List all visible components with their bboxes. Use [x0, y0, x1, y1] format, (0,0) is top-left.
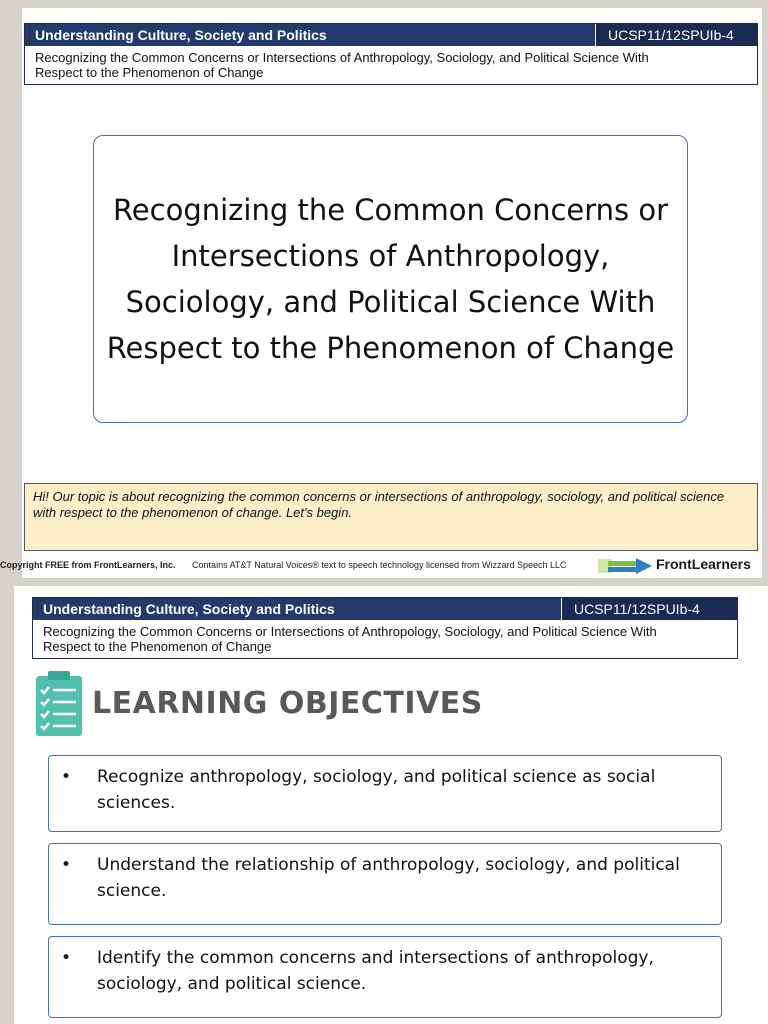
logo-text: FrontLearners — [656, 556, 751, 572]
slide-2 — [14, 586, 768, 1024]
subtitle-line-2: Respect to the Phenomenon of Change — [43, 639, 272, 654]
bullet: • — [61, 948, 72, 968]
course-title: Understanding Culture, Society and Politics — [35, 27, 327, 43]
course-code: UCSP11/12SPUIb-4 — [561, 598, 737, 620]
slide-header — [24, 23, 758, 85]
copyright-notice — [0, 560, 567, 570]
course-title: Understanding Culture, Society and Politics — [43, 601, 335, 617]
header-subtitle — [25, 46, 757, 84]
bullet: • — [61, 767, 72, 787]
topic-title: Recognizing the Common Concerns or Intersections of Anthropology, Sociology, and Political Science With Respect to the Phenomenon of Change — [106, 193, 675, 365]
subtitle-line-1: Recognizing the Common Concerns or Intersections of Anthropology, Sociology, and Political Science With — [35, 50, 649, 65]
objective-item — [48, 936, 722, 1018]
intro-text: Hi! Our topic is about recognizing the common concerns or intersections of anthropology, sociology, and political science with respect to the phenomenon of change. Let's begin. — [24, 483, 758, 551]
topic-title-box — [93, 135, 688, 423]
frontlearners-logo — [594, 554, 760, 576]
objective-item — [48, 843, 722, 925]
objective-text: Recognize anthropology, sociology, and political science as social sciences. — [97, 767, 656, 813]
header-subtitle — [33, 620, 737, 658]
header-bar — [25, 24, 757, 46]
bullet: • — [61, 855, 72, 875]
course-code: UCSP11/12SPUIb-4 — [595, 24, 757, 46]
subtitle-line-1: Recognizing the Common Concerns or Intersections of Anthropology, Sociology, and Political Science With — [43, 624, 657, 639]
copyright-rest: Contains AT&T Natural Voices® text to speech technology licensed from Wizzard Speech LLC — [192, 560, 567, 570]
slide-1 — [0, 8, 762, 578]
clipboard-checklist-icon — [34, 670, 84, 738]
objective-text: Identify the common concerns and intersections of anthropology, sociology, and political science. — [97, 948, 654, 994]
header-bar — [33, 598, 737, 620]
copyright-bold: Copyright FREE from FrontLearners, Inc. — [0, 560, 176, 570]
slide-header — [32, 597, 738, 659]
learning-objectives-heading: LEARNING OBJECTIVES — [92, 686, 483, 721]
objective-text: Understand the relationship of anthropology, sociology, and political science. — [97, 855, 680, 901]
objective-item — [48, 755, 722, 832]
subtitle-line-2: Respect to the Phenomenon of Change — [35, 65, 264, 80]
frontlearners-logo-icon — [594, 554, 654, 576]
